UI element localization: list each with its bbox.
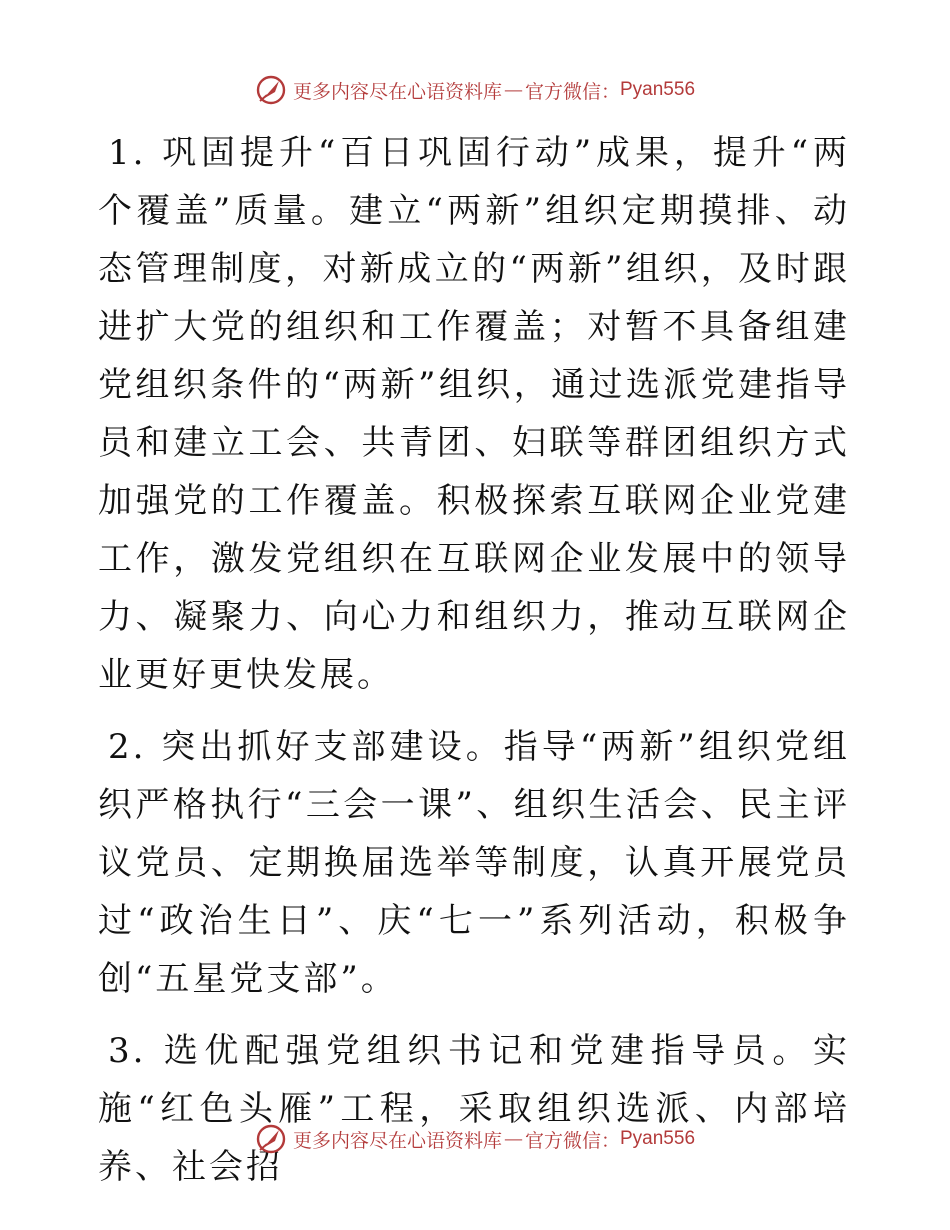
header-watermark xyxy=(0,75,950,105)
watermark-text: 更多内容尽在心语资料库 xyxy=(292,80,502,103)
feather-logo-icon xyxy=(255,74,287,106)
wechat-id: Pyan556 xyxy=(620,1128,696,1149)
paragraph-3: 3. 选优配强党组织书记和党建指导员。实施“红色头雁”工程，采取组织选派、内部培养、社会招 xyxy=(98,1031,850,1187)
footer-watermark xyxy=(0,1124,950,1154)
watermark-text: 更多内容尽在心语资料库 xyxy=(292,1129,502,1152)
wechat-label: 官方微信： xyxy=(524,80,620,103)
watermark-separator: — xyxy=(503,79,523,101)
wechat-label: 官方微信： xyxy=(524,1129,620,1152)
document-body xyxy=(98,124,850,1210)
wechat-id: Pyan556 xyxy=(620,79,696,100)
watermark-separator: — xyxy=(503,1128,523,1150)
paragraph-1: 1. 巩固提升“百日巩固行动”成果，提升“两个覆盖”质量。建立“两新”组织定期摸排、动态管理制度，对新成立的“两新”组织，及时跟进扩大党的组织和工作覆盖；对暂不具备组建党组织条件的“两新”组织，通过选派党建指导员和建立工会、共青团、妇联等群团组织方式加强党的工作覆盖。积极探索互联网企业党建工作，激发党组织在互联网企业发展中的领导力、凝聚力、向心力和组织力，推动互联网企业更好更快发展。 xyxy=(98,133,850,695)
feather-logo-icon xyxy=(255,1123,287,1155)
paragraph-2: 2. 突出抓好支部建设。指导“两新”组织党组织严格执行“三会一课”、组织生活会、民主评议党员、定期换届选举等制度，认真开展党员过“政治生日”、庆“七一”系列活动，积极争创“五星党支部”。 xyxy=(98,727,850,999)
